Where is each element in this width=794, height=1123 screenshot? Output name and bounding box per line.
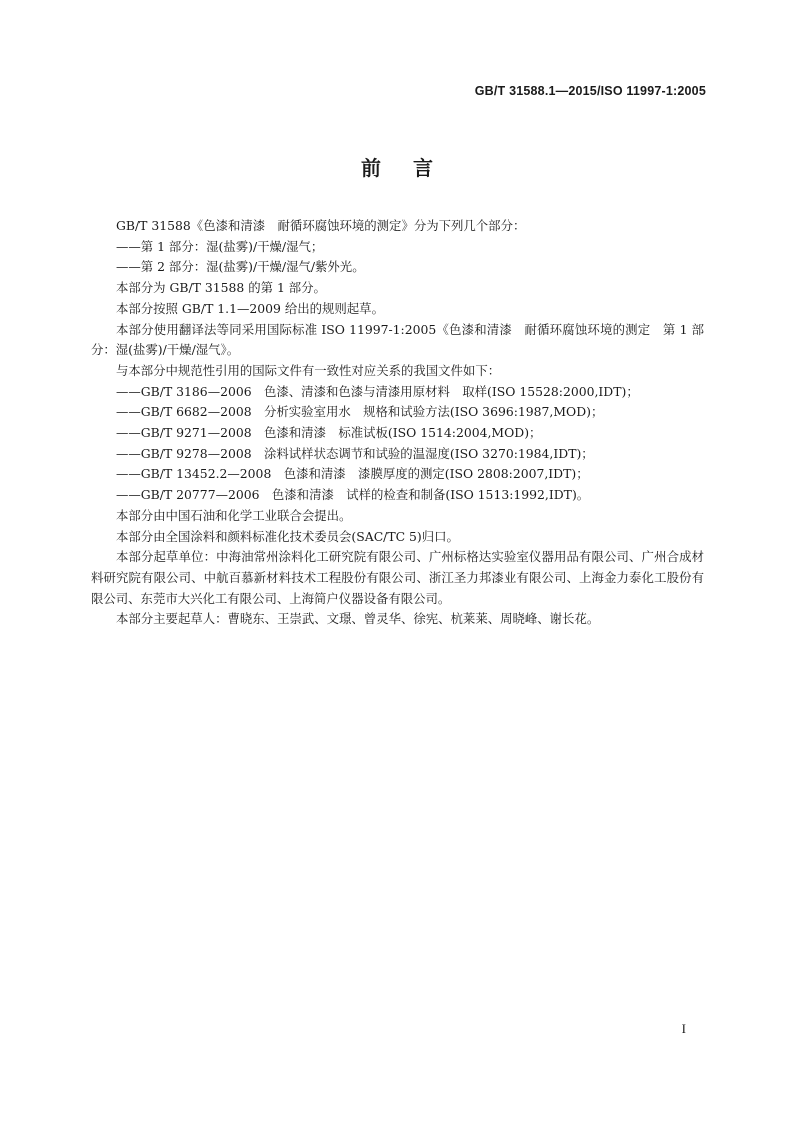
paragraph-references-intro: 与本部分中规范性引用的国际文件有一致性对应关系的我国文件如下： <box>116 362 501 378</box>
paragraph-managed-by: 本部分由全国涂料和颜料标准化技术委员会(SAC/TC 5)归口。 <box>116 528 459 544</box>
list-item-part-2: ——第 2 部分：湿(盐雾)/干燥/湿气/紫外光。 <box>116 259 365 275</box>
standard-number-header: GB/T 31588.1—2015/ISO 11997-1:2005 <box>474 84 706 98</box>
paragraph-drafting-rules: 本部分按照 GB/T 1.1—2009 给出的规则起草。 <box>116 300 384 316</box>
reference-item: ——GB/T 3186—2006 色漆、清漆和色漆与清漆用原材料 取样(ISO 15528:2000,IDT)； <box>116 383 639 399</box>
paragraph-series-intro: GB/T 31588《色漆和清漆 耐循环腐蚀环境的测定》分为下列几个部分： <box>116 218 526 233</box>
list-item-part-1: ——第 1 部分：湿(盐雾)/干燥/湿气； <box>116 238 324 254</box>
paragraph-this-part: 本部分为 GB/T 31588 的第 1 部分。 <box>116 280 326 296</box>
paragraph-adoption: 本部分使用翻译法等同采用国际标准 ISO 11997-1:2005《色漆和清漆 耐循环腐蚀环境的测定 第 1 部分：湿(盐雾)/干燥/湿气》。 <box>91 321 704 358</box>
paragraph-proposed-by: 本部分由中国石油和化学工业联合会提出。 <box>116 507 352 523</box>
reference-item: ——GB/T 6682—2008 分析实验室用水 规格和试验方法(ISO 3696:1987,MOD)； <box>116 404 604 420</box>
foreword-body <box>91 216 704 630</box>
reference-item: ——GB/T 20777—2006 色漆和清漆 试样的检查和制备(ISO 1513:1992,IDT)。 <box>116 487 590 503</box>
paragraph-drafters: 本部分主要起草人：曹晓东、王崇武、文璟、曾灵华、徐宪、杭莱莱、周晓峰、谢长花。 <box>116 611 600 627</box>
page-title: 前言 <box>361 156 465 180</box>
page-number: I <box>681 1021 686 1036</box>
paragraph-drafting-units: 本部分起草单位：中海油常州涂料化工研究院有限公司、广州标格达实验室仪器用品有限公司、广州合成材料研究院有限公司、中航百慕新材料技术工程股份有限公司、浙江圣力邦漆业有限公司、上海金力泰化工股份有限公司、东莞市大兴化工有限公司、上海简户仪器设备有限公司。 <box>91 549 704 606</box>
reference-item: ——GB/T 13452.2—2008 色漆和清漆 漆膜厚度的测定(ISO 2808:2007,IDT)； <box>116 466 589 482</box>
reference-item: ——GB/T 9278—2008 涂料试样状态调节和试验的温湿度(ISO 3270:1984,IDT)； <box>116 445 594 461</box>
reference-item: ——GB/T 9271—2008 色漆和清漆 标准试板(ISO 1514:2004,MOD)； <box>116 425 542 441</box>
